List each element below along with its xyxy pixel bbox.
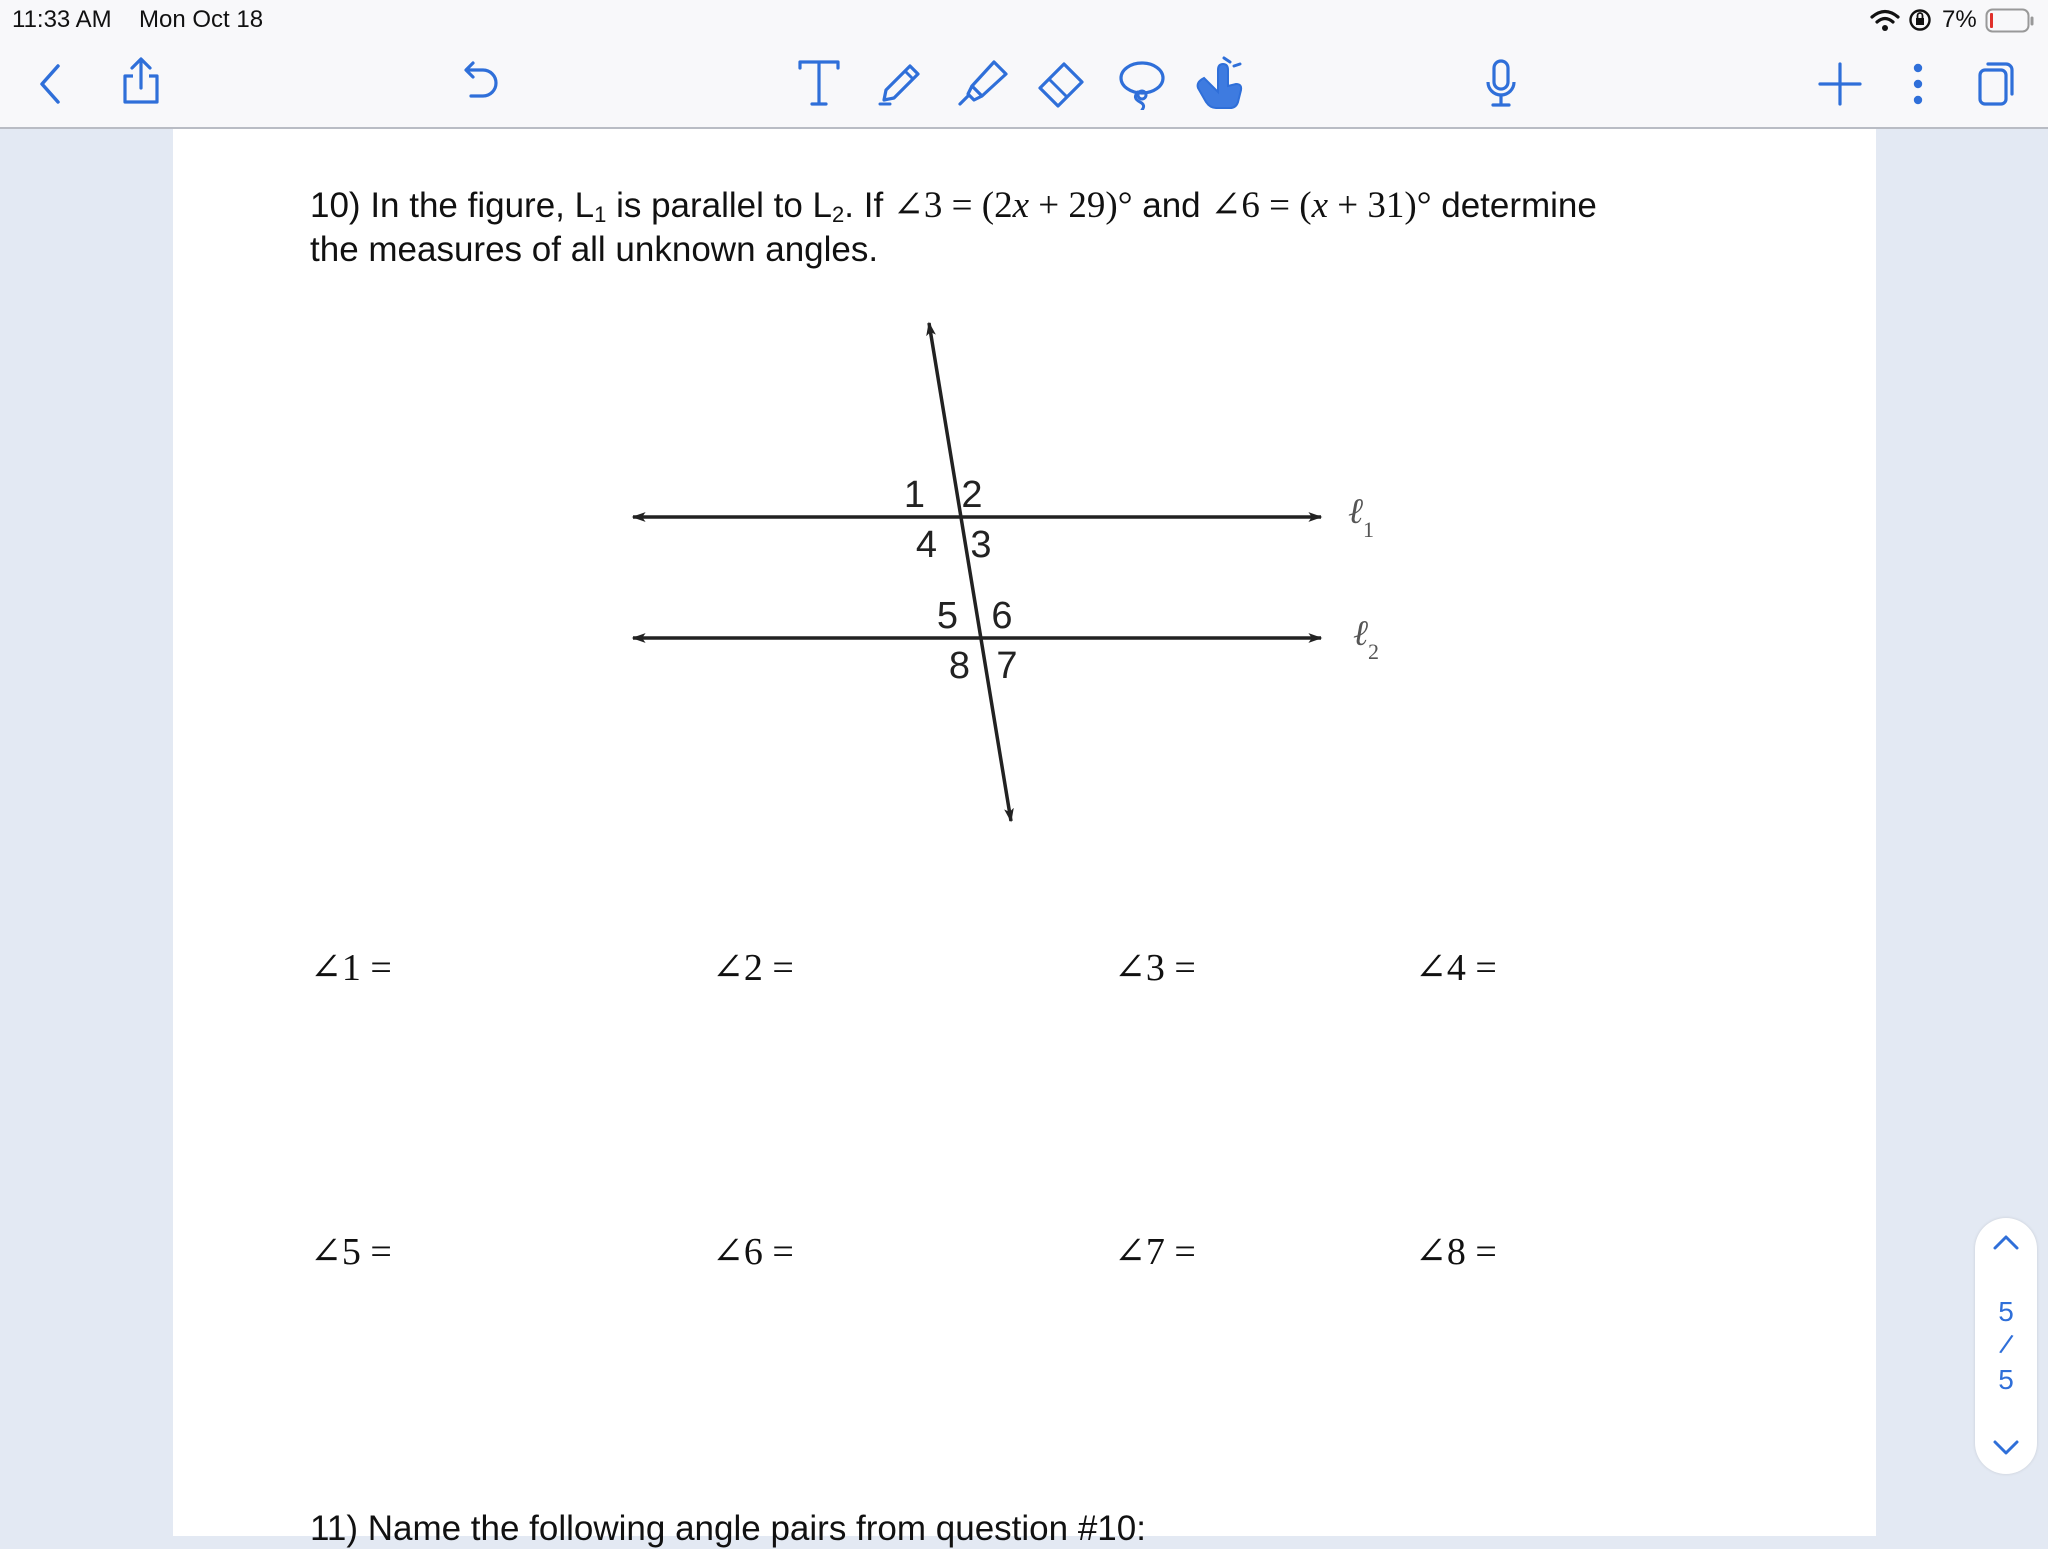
- status-time: 11:33 AM: [12, 6, 112, 33]
- add-icon[interactable]: [1818, 62, 1862, 106]
- more-icon[interactable]: [1910, 62, 1926, 106]
- share-icon[interactable]: [117, 56, 165, 106]
- status-date: Mon Oct 18: [139, 6, 264, 33]
- microphone-icon[interactable]: [1484, 58, 1518, 110]
- lasso-tool-icon[interactable]: [1116, 58, 1168, 110]
- question-number: 10): [310, 186, 361, 225]
- line-l2-subscript: 2: [1368, 639, 1379, 664]
- angle-number-4: 4: [915, 524, 937, 566]
- question-10-line2: the measures of all unknown angles.: [310, 230, 879, 269]
- battery-percent: 7%: [1942, 6, 1977, 33]
- angle-number-5: 5: [936, 595, 958, 637]
- line-l1-label: ℓ: [1348, 491, 1363, 531]
- angle-number-3: 3: [970, 524, 992, 566]
- previous-page-chevron-icon[interactable]: [1991, 1232, 2021, 1252]
- angle7-answer-label: ∠7 =: [1114, 1231, 1196, 1273]
- document-page[interactable]: [173, 129, 1876, 1548]
- line-l2-label: ℓ: [1353, 613, 1368, 653]
- angle4-answer-label: ∠4 =: [1415, 947, 1497, 989]
- page-navigator[interactable]: [1975, 1218, 2037, 1474]
- angle-number-1: 1: [903, 474, 925, 516]
- angle3-answer-label: ∠3 =: [1114, 947, 1196, 989]
- eraser-tool-icon[interactable]: [1034, 56, 1088, 110]
- question-10-line1: 10) In the figure, $L_1$ is parallel to $L_2$. If ∠3 = (2x + 29)° and ∠6 = (x + 31)° determine: [310, 185, 1597, 227]
- wifi-icon: [1870, 8, 1900, 32]
- angle-number-8: 8: [948, 645, 970, 687]
- text-tool-icon[interactable]: [796, 56, 842, 108]
- angle5-answer-label: ∠5 =: [310, 1231, 392, 1273]
- angle6-expression: ∠6 = (x + 31)°: [1210, 185, 1432, 226]
- angle1-answer-label: ∠1 =: [310, 947, 392, 989]
- transversal-line: [929, 323, 1011, 821]
- parallel-lines-figure: [173, 129, 1876, 829]
- angle-number-6: 6: [991, 595, 1013, 637]
- battery-icon: [1985, 8, 2035, 34]
- question-11-partial: 11) Name the following angle pairs from question #10:: [310, 1509, 1146, 1548]
- hand-pointer-icon[interactable]: [1194, 56, 1246, 110]
- angle-number-7: 7: [996, 645, 1018, 687]
- angle-number-2: 2: [961, 474, 983, 516]
- back-chevron-icon[interactable]: [36, 62, 66, 106]
- highlighter-tool-icon[interactable]: [956, 56, 1010, 108]
- angle6-answer-label: ∠6 =: [712, 1231, 794, 1273]
- angle8-answer-label: ∠8 =: [1415, 1231, 1497, 1273]
- line-l1-subscript: 1: [1363, 517, 1374, 542]
- angle3-expression: ∠3 = (2x + 29)°: [892, 185, 1133, 226]
- pen-tool-icon[interactable]: [876, 58, 926, 108]
- angle2-answer-label: ∠2 =: [712, 947, 794, 989]
- next-page-chevron-icon[interactable]: [1991, 1438, 2021, 1458]
- undo-icon[interactable]: [457, 60, 505, 104]
- page-separator: /: [1997, 1328, 2016, 1361]
- top-toolbar: [0, 0, 2048, 129]
- current-page-number: 5: [1998, 1296, 2014, 1327]
- pages-icon[interactable]: [1976, 60, 2016, 108]
- orientation-lock-icon: [1908, 8, 1932, 32]
- total-pages-number: 5: [1998, 1364, 2014, 1395]
